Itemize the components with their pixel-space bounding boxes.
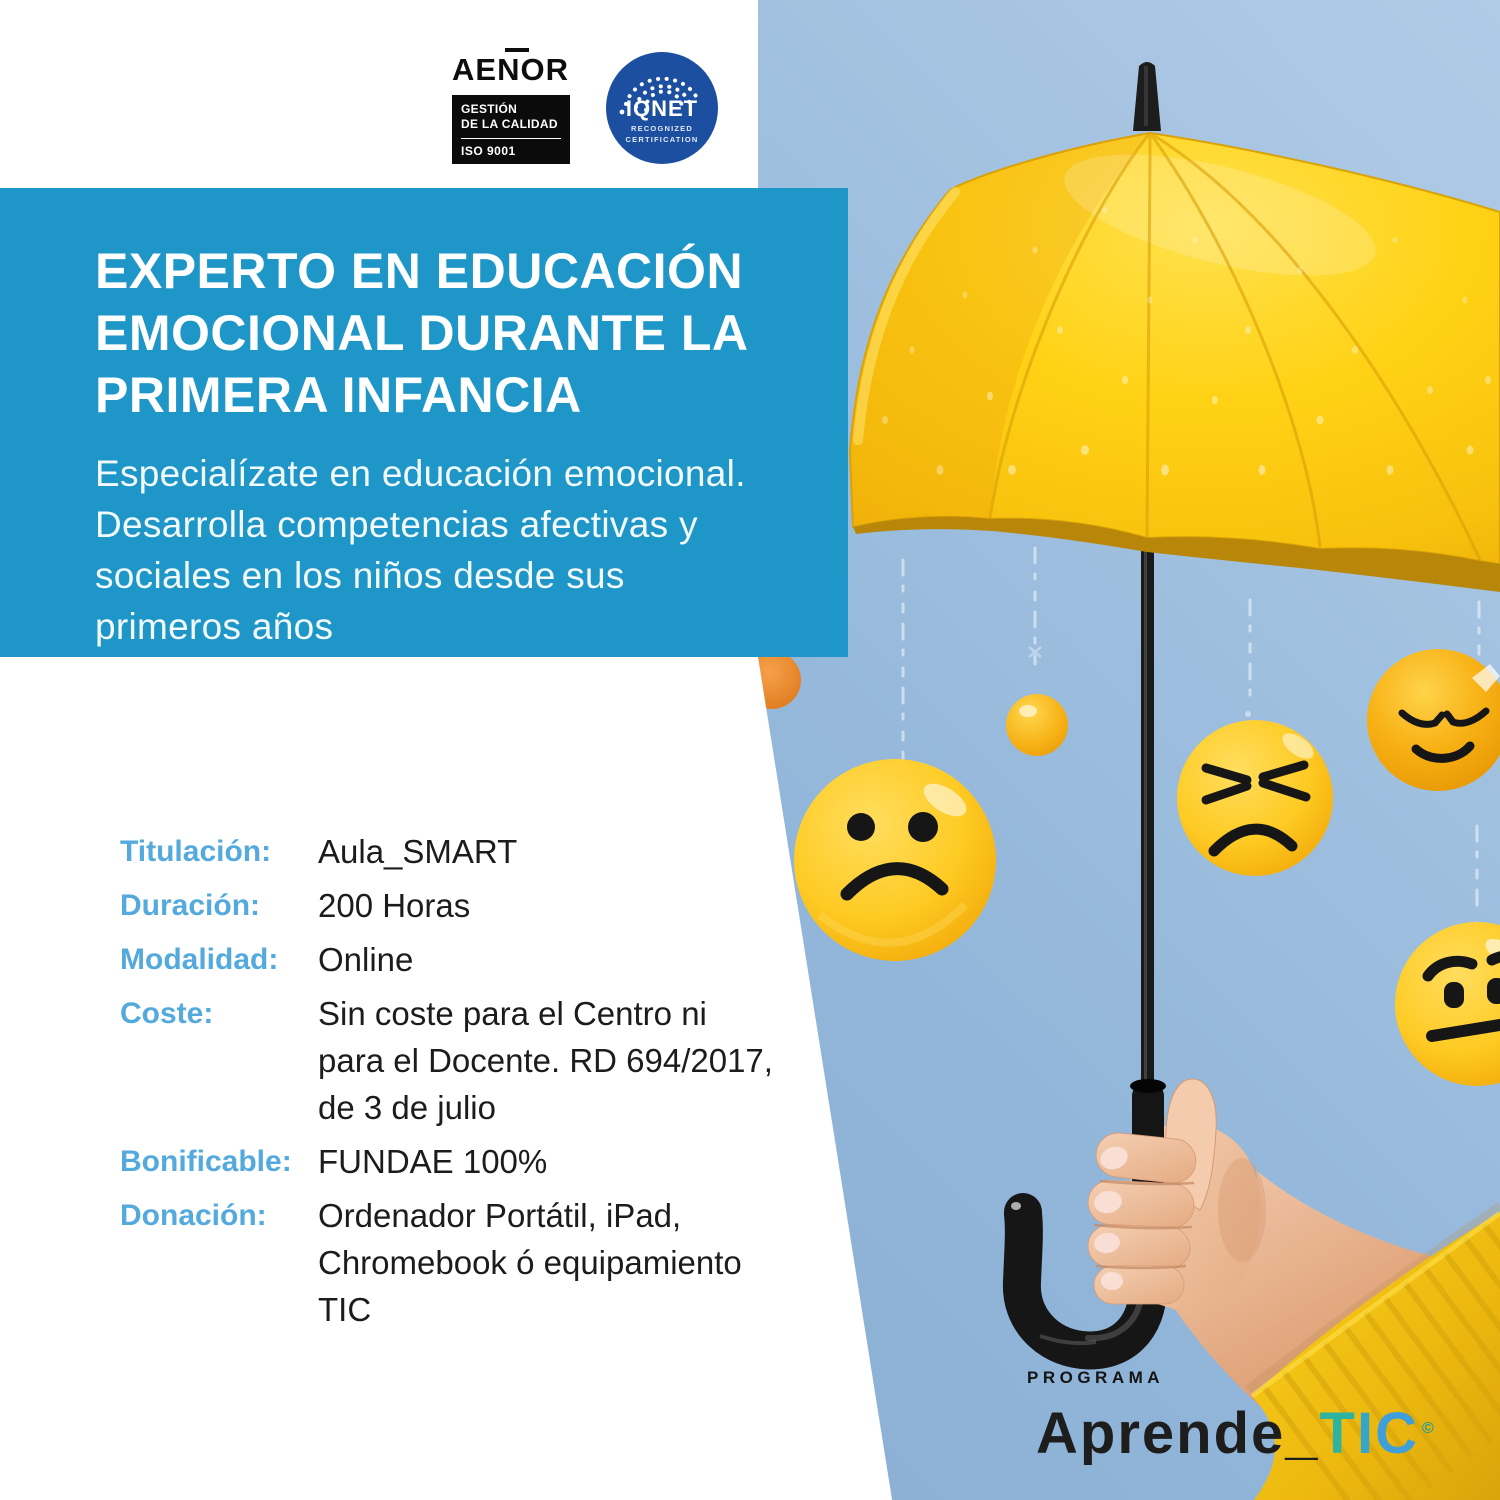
iqnet-sub-line1: RECOGNIZED <box>630 124 693 133</box>
detail-row-bonificable <box>120 1138 780 1185</box>
detail-value-line: Aula_SMART <box>318 833 518 870</box>
certification-logos <box>452 52 718 164</box>
detail-row-coste <box>120 990 780 1131</box>
detail-value <box>318 828 517 875</box>
detail-label: Coste: <box>120 997 214 1030</box>
program-label: PROGRAMA <box>1027 1368 1165 1387</box>
aenor-divider <box>461 138 561 139</box>
detail-label: Titulación: <box>120 835 272 868</box>
small-ball <box>1006 694 1068 756</box>
aenor-box-line1: GESTIÓN <box>461 102 518 116</box>
description-line: primeros años <box>95 606 334 647</box>
aenor-certification-box <box>452 95 570 164</box>
detail-value-line: para el Docente. RD 694/2017, <box>318 1042 773 1079</box>
description-line: Especialízate en educación emocional. <box>95 453 746 494</box>
detail-value <box>318 882 470 929</box>
brand-letter-c: C <box>1375 1401 1419 1466</box>
iqnet-wordmark: IQNET <box>625 96 699 121</box>
sad-emoji <box>794 759 996 961</box>
detail-value-line: FUNDAE 100% <box>318 1143 548 1180</box>
detail-row-titulacion <box>120 828 780 875</box>
detail-value-line: Sin coste para el Centro ni <box>318 995 707 1032</box>
detail-row-donacion <box>120 1192 780 1333</box>
course-details <box>120 828 780 1340</box>
detail-value-line: TIC <box>318 1291 372 1328</box>
course-description <box>95 448 818 652</box>
aenor-logo <box>452 52 574 164</box>
aenor-box-line2: DE LA CALIDAD <box>461 117 558 131</box>
brand-letter-t: T <box>1319 1401 1357 1466</box>
detail-value <box>318 1192 742 1333</box>
umbrella-canopy <box>850 130 1500 592</box>
detail-label: Bonificable: <box>120 1145 292 1178</box>
aprende-tic-logo <box>1036 1400 1436 1467</box>
description-line: sociales en los niños desde sus <box>95 555 625 596</box>
iqnet-logo <box>606 52 718 164</box>
course-title <box>95 240 818 426</box>
detail-row-modalidad <box>120 936 780 983</box>
copyright-mark: © <box>1421 1419 1436 1437</box>
aenor-iso-label: ISO 9001 <box>461 144 516 158</box>
detail-row-duracion <box>120 882 780 929</box>
detail-value-line: Online <box>318 941 414 978</box>
aenor-text: AENOR <box>452 52 569 87</box>
aenor-wordmark <box>452 52 574 88</box>
detail-label: Modalidad: <box>120 943 279 976</box>
title-line: EMOCIONAL DURANTE LA <box>95 305 749 361</box>
pole-highlight <box>1144 520 1147 1100</box>
detail-value <box>318 990 773 1131</box>
angry-emoji <box>1177 720 1333 876</box>
detail-label: Duración: <box>120 889 261 922</box>
aenor-n-bar <box>505 48 529 52</box>
title-line: EXPERTO EN EDUCACIÓN <box>95 243 744 299</box>
orange-ball <box>743 651 801 709</box>
detail-value-line: de 3 de julio <box>318 1089 496 1126</box>
umbrella-pole <box>1141 520 1154 1100</box>
description-line: Desarrolla competencias afectivas y <box>95 504 698 545</box>
detail-value-line: Ordenador Portátil, iPad, <box>318 1197 682 1234</box>
detail-value <box>318 936 413 983</box>
brand-letter-i: I <box>1356 1401 1376 1466</box>
title-line: PRIMERA INFANCIA <box>95 367 582 423</box>
detail-value <box>318 1138 547 1185</box>
brand-prefix: Aprende_ <box>1036 1401 1320 1466</box>
iqnet-sub-line2: CERTIFICATION <box>625 135 699 144</box>
detail-label: Donación: <box>120 1199 267 1232</box>
title-banner <box>0 188 848 657</box>
detail-value-line: 200 Horas <box>318 887 471 924</box>
detail-value-line: Chromebook ó equipamiento <box>318 1244 742 1281</box>
